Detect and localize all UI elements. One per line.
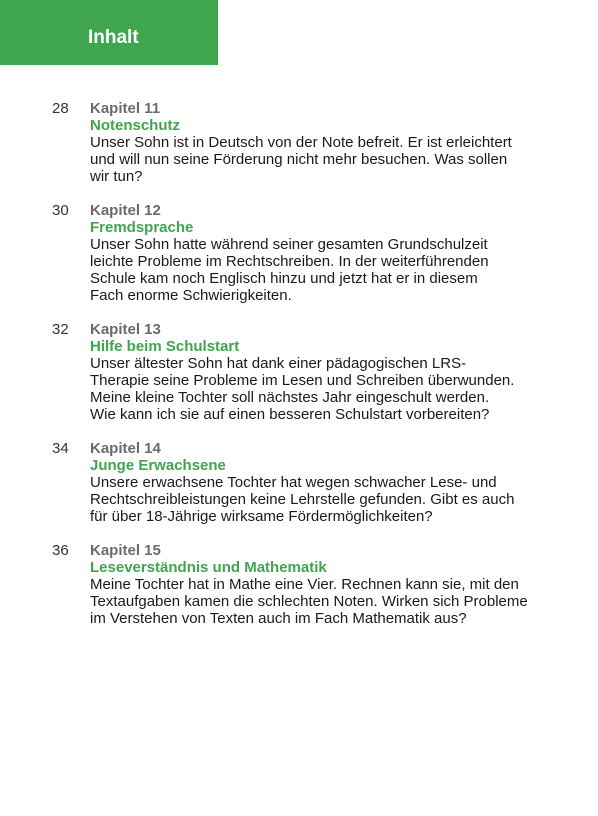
description-line: und will nun seine Förderung nicht mehr besuchen. Was sollen [90, 151, 508, 168]
chapter-label: Kapitel 11 [90, 100, 161, 117]
description-line: Therapie seine Probleme im Lesen und Schreiben überwunden. [90, 372, 515, 389]
chapter-label: Kapitel 15 [90, 542, 161, 559]
chapter-label: Kapitel 14 [90, 440, 161, 457]
description-line: Meine kleine Tochter soll nächstes Jahr eingeschult werden. [90, 389, 490, 406]
page-number: 28 [52, 100, 69, 117]
description-line: Unser ältester Sohn hat dank einer pädagogischen LRS- [90, 355, 467, 372]
description-line: im Verstehen von Texten auch im Fach Mathematik aus? [90, 610, 467, 627]
description-line: Unsere erwachsene Tochter hat wegen schwacher Lese- und [90, 474, 497, 491]
chapter-title[interactable]: Fremdsprache [90, 219, 194, 236]
chapter-description [90, 134, 560, 185]
chapter-title[interactable]: Notenschutz [90, 117, 180, 134]
description-line: Fach enorme Schwierigkeiten. [90, 287, 292, 304]
toc-entry[interactable] [0, 440, 598, 525]
chapter-title[interactable]: Junge Erwachsene [90, 457, 226, 474]
description-line: für über 18-Jährige wirksame Fördermöglichkeiten? [90, 508, 433, 525]
page-number: 30 [52, 202, 69, 219]
page-number: 34 [52, 440, 69, 457]
description-line: Wie kann ich sie auf einen besseren Schulstart vorbereiten? [90, 406, 490, 423]
page-number: 36 [52, 542, 69, 559]
page-title: Inhalt [88, 27, 139, 48]
description-line: Schule kam noch Englisch hinzu und jetzt hat er in diesem [90, 270, 478, 287]
description-line: Unser Sohn hatte während seiner gesamten Grundschulzeit [90, 236, 488, 253]
chapter-label: Kapitel 12 [90, 202, 161, 219]
toc-entry[interactable] [0, 202, 598, 304]
entry-body [90, 100, 560, 185]
entry-body [90, 202, 560, 304]
description-line: Textaufgaben kamen die schlechten Noten. Wirken sich Probleme [90, 593, 528, 610]
toc-entry[interactable] [0, 542, 598, 627]
toc-entry[interactable] [0, 321, 598, 423]
description-line: Unser Sohn ist in Deutsch von der Note befreit. Er ist erleichtert [90, 134, 512, 151]
entry-body [90, 440, 560, 525]
toc-entry[interactable] [0, 100, 598, 185]
page-number: 32 [52, 321, 69, 338]
chapter-description [90, 236, 560, 304]
chapter-title[interactable]: Leseverständnis und Mathematik [90, 559, 327, 576]
entry-body [90, 321, 560, 423]
chapter-description [90, 474, 560, 525]
description-line: wir tun? [90, 168, 143, 185]
description-line: Rechtschreibleistungen keine Lehrstelle gefunden. Gibt es auch [90, 491, 515, 508]
chapter-description [90, 355, 560, 423]
chapter-label: Kapitel 13 [90, 321, 161, 338]
table-of-contents [0, 100, 598, 644]
description-line: Meine Tochter hat in Mathe eine Vier. Rechnen kann sie, mit den [90, 576, 519, 593]
chapter-description [90, 576, 560, 627]
chapter-title[interactable]: Hilfe beim Schulstart [90, 338, 240, 355]
description-line: leichte Probleme im Rechtschreiben. In der weiterführenden [90, 253, 489, 270]
entry-body [90, 542, 560, 627]
